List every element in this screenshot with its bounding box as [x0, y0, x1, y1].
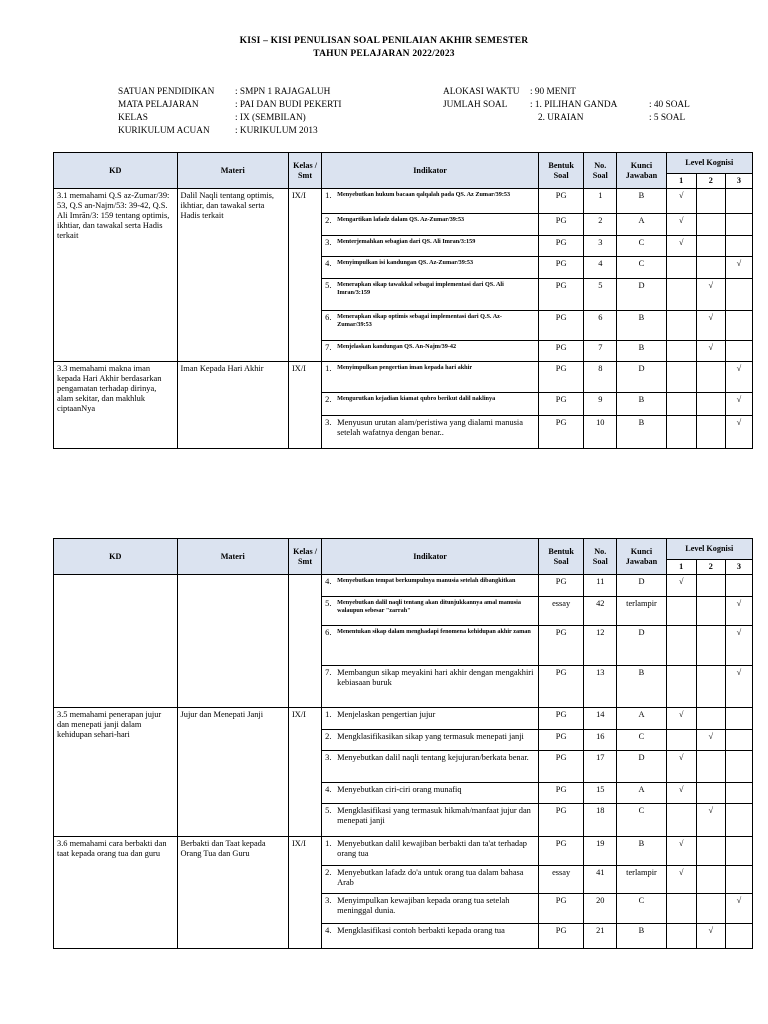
kd-cell: 3.6 memahami cara berbakti dan taat kepada orang tua dan guru: [54, 837, 178, 949]
bentuk-cell: PG: [539, 341, 584, 362]
indikator-text: Menyebutkan dalil kewajiban berbakti dan ta'at terhadap orang tua: [337, 839, 527, 858]
no-cell: 11: [584, 575, 617, 597]
level-2-check: √: [696, 804, 725, 837]
bentuk-cell: PG: [539, 783, 584, 804]
level-1-cell: [666, 804, 696, 837]
bentuk-cell: essay: [539, 597, 584, 626]
indikator-text: Mengurutkan kejadian kiamat qubro berikut dalil naklinya: [337, 395, 496, 402]
no-cell: 20: [584, 894, 617, 924]
kunci-cell: B: [617, 416, 666, 449]
no-cell: 18: [584, 804, 617, 837]
level-1-cell: [666, 362, 696, 393]
kd-cell: 3.1 memahami Q.S az-Zumar/39: 53, Q.S an-Najm/53: 39-42, Q.S. Ali Imrān/3: 159 tentang optimis, ikhtiar, dan tawakal serta Hadis terkait: [54, 189, 178, 362]
indikator-text: Menjelaskan pengertian jujur: [337, 710, 436, 719]
level-3-cell: [725, 575, 752, 597]
bentuk-cell: PG: [539, 311, 584, 341]
no-cell: 14: [584, 708, 617, 730]
indikator-cell: [322, 804, 539, 837]
indikator-text: Menerapkan sikap tawakkal sebagai implementasi dari QS. Ali Imran/3:159: [337, 281, 504, 296]
indikator-number: 5.: [325, 281, 332, 290]
table-row: [54, 708, 753, 730]
level-1-cell: [666, 279, 696, 311]
level-1-cell: [666, 730, 696, 751]
indikator-number: 4.: [325, 577, 332, 586]
bentuk-cell: PG: [539, 575, 584, 597]
kd-cell: 3.5 memahami penerapan jujur dan menepati janji dalam kehidupan sehari-hari: [54, 708, 178, 837]
indikator-number: 1.: [325, 191, 332, 200]
info-values-left: [235, 86, 342, 138]
bentuk-cell: PG: [539, 804, 584, 837]
indikator-cell: [322, 575, 539, 597]
kelas-cell: IX/I: [288, 362, 321, 449]
indikator-text: Menyebutkan lafadz do'a untuk orang tua dalam bahasa Arab: [337, 868, 524, 887]
kunci-cell: A: [617, 708, 666, 730]
indikator-text: Menyusun urutan alam/peristiwa yang dialami manusia setelah wafatnya dengan benar..: [337, 418, 523, 437]
indikator-cell: [322, 257, 539, 279]
kunci-cell: C: [617, 804, 666, 837]
info-counts-right: [649, 99, 690, 125]
bentuk-cell: PG: [539, 924, 584, 949]
indikator-cell: [322, 837, 539, 866]
bentuk-cell: essay: [539, 866, 584, 894]
bentuk-cell: PG: [539, 751, 584, 783]
indikator-number: 4.: [325, 926, 332, 935]
level-3-cell: [725, 311, 752, 341]
header-level-kognisi: Level Kognisi: [666, 539, 752, 560]
level-1-cell: [666, 257, 696, 279]
indikator-text: Menyebutkan hukum bacaan qalqalah pada QS. Az Zumar/39:53: [337, 191, 511, 198]
no-cell: 1: [584, 189, 617, 214]
kunci-cell: D: [617, 751, 666, 783]
indikator-number: 5.: [325, 806, 332, 815]
level-3-cell: [725, 341, 752, 362]
indikator-number: 7.: [325, 343, 332, 352]
indikator-number: 1.: [325, 364, 332, 373]
indikator-number: 6.: [325, 313, 332, 322]
header-kelas: Kelas / Smt: [288, 153, 321, 189]
indikator-number: 2.: [325, 732, 332, 741]
indikator-cell: [322, 626, 539, 666]
kd-cell: [54, 575, 178, 708]
level-1-check: √: [666, 783, 696, 804]
header-level-3: 3: [725, 174, 752, 189]
bentuk-cell: PG: [539, 837, 584, 866]
kunci-cell: A: [617, 783, 666, 804]
info-labels-right: [443, 86, 520, 112]
level-3-cell: [725, 189, 752, 214]
kunci-cell: B: [617, 666, 666, 708]
level-2-cell: [696, 837, 725, 866]
indikator-text: Menyimpulkan pengertian iman kepada hari akhir: [337, 364, 473, 371]
kunci-cell: B: [617, 924, 666, 949]
no-cell: 4: [584, 257, 617, 279]
indikator-text: Menterjemahkan sebagian dari QS. Ali Imran/3:159: [337, 238, 476, 245]
indikator-cell: [322, 894, 539, 924]
table-row: [54, 362, 753, 393]
indikator-cell: [322, 311, 539, 341]
indikator-text: Menentukan sikap dalam menghadapi fenomena kehidupan akhir zaman: [337, 628, 531, 635]
header-materi: Materi: [177, 153, 288, 189]
header-level-1: 1: [666, 560, 696, 575]
info-value: : IX (SEMBILAN): [235, 113, 306, 123]
indikator-number: 6.: [325, 628, 332, 637]
document-subtitle: TAHUN PELAJARAN 2022/2023: [313, 49, 455, 59]
kunci-cell: D: [617, 626, 666, 666]
bentuk-cell: PG: [539, 708, 584, 730]
indikator-number: 2.: [325, 395, 332, 404]
indikator-number: 7.: [325, 668, 332, 677]
indikator-text: Membangun sikap meyakini hari akhir dengan mengakhiri kebiasaan buruk: [337, 668, 534, 687]
indikator-text: Menyimpulkan isi kandungan QS. Az-Zumar/39:53: [337, 259, 474, 266]
no-cell: 6: [584, 311, 617, 341]
level-2-cell: [696, 416, 725, 449]
kelas-cell: [288, 575, 321, 708]
level-2-cell: [696, 236, 725, 257]
info-value: : KURIKULUM 2013: [235, 126, 318, 136]
kelas-cell: IX/I: [288, 708, 321, 837]
level-2-cell: [696, 894, 725, 924]
indikator-text: Menyebutkan tempat berkumpulnya manusia setelah dibangkitkan: [337, 577, 516, 584]
no-cell: 9: [584, 393, 617, 416]
level-1-cell: [666, 626, 696, 666]
indikator-cell: [322, 214, 539, 236]
info-value: : PAI DAN BUDI PEKERTI: [235, 100, 342, 110]
level-2-cell: [696, 783, 725, 804]
info-label: JUMLAH SOAL: [443, 100, 508, 110]
bentuk-cell: PG: [539, 894, 584, 924]
indikator-cell: [322, 597, 539, 626]
materi-cell: [177, 575, 288, 708]
header-materi: Materi: [177, 539, 288, 575]
materi-cell: Jujur dan Menepati Janji: [177, 708, 288, 837]
indikator-number: 2.: [325, 868, 332, 877]
kunci-cell: B: [617, 837, 666, 866]
indikator-text: Menyebutkan ciri-ciri orang munafiq: [337, 785, 462, 794]
level-3-cell: [725, 279, 752, 311]
level-3-check: √: [725, 362, 752, 393]
indikator-cell: [322, 708, 539, 730]
level-1-cell: [666, 894, 696, 924]
bentuk-cell: PG: [539, 666, 584, 708]
indikator-number: 3.: [325, 418, 332, 427]
indikator-cell: [322, 783, 539, 804]
info-labels-left: [118, 86, 214, 138]
level-3-cell: [725, 783, 752, 804]
level-2-check: √: [696, 730, 725, 751]
materi-cell: Iman Kepada Hari Akhir: [177, 362, 288, 449]
indikator-text: Menerapkan sikap optimis sebagai implementasi dari Q.S. Az-Zumar/39:53: [337, 313, 502, 328]
info-value: : 1. PILIHAN GANDA: [530, 100, 618, 110]
indikator-cell: [322, 393, 539, 416]
level-1-check: √: [666, 189, 696, 214]
level-3-cell: [725, 866, 752, 894]
level-1-check: √: [666, 236, 696, 257]
indikator-number: 4.: [325, 259, 332, 268]
kunci-cell: B: [617, 393, 666, 416]
no-cell: 8: [584, 362, 617, 393]
info-label: ALOKASI WAKTU: [443, 87, 520, 97]
no-cell: 3: [584, 236, 617, 257]
indikator-text: Mengklasifikasikan sikap yang termasuk menepati janji: [337, 732, 524, 741]
level-3-cell: [725, 730, 752, 751]
indikator-cell: [322, 341, 539, 362]
bentuk-cell: PG: [539, 257, 584, 279]
kisi-table-2: [53, 538, 753, 949]
bentuk-cell: PG: [539, 626, 584, 666]
no-cell: 17: [584, 751, 617, 783]
indikator-cell: [322, 924, 539, 949]
header-no-soal: No. Soal: [584, 539, 617, 575]
indikator-number: 5.: [325, 599, 332, 608]
indikator-number: 2.: [325, 216, 332, 225]
indikator-number: 3.: [325, 238, 332, 247]
indikator-text: Menjelaskan kandungan QS. An-Najm/39-42: [337, 343, 457, 350]
level-1-cell: [666, 597, 696, 626]
level-1-cell: [666, 924, 696, 949]
level-2-cell: [696, 362, 725, 393]
header-level-2: 2: [696, 560, 725, 575]
header-kd: KD: [54, 539, 178, 575]
kunci-cell: C: [617, 894, 666, 924]
level-2-cell: [696, 214, 725, 236]
info-values-right: [530, 86, 617, 125]
indikator-cell: [322, 279, 539, 311]
header-level-3: 3: [725, 560, 752, 575]
level-3-cell: [725, 751, 752, 783]
info-label: KURIKULUM ACUAN: [118, 126, 210, 136]
header-level-kognisi: Level Kognisi: [666, 153, 752, 174]
kunci-cell: B: [617, 311, 666, 341]
no-cell: 12: [584, 626, 617, 666]
level-2-cell: [696, 666, 725, 708]
indikator-cell: [322, 866, 539, 894]
indikator-cell: [322, 416, 539, 449]
info-value: : 5 SOAL: [649, 113, 686, 123]
header-indikator: Indikator: [322, 153, 539, 189]
info-label: MATA PELAJARAN: [118, 100, 199, 110]
kunci-cell: C: [617, 236, 666, 257]
no-cell: 5: [584, 279, 617, 311]
header-bentuk-soal: Bentuk Soal: [539, 153, 584, 189]
kd-cell: 3.3 memahami makna iman kepada Hari Akhir berdasarkan pengamatan terhadap dirinya, alam sekitar, dan makhluk ciptaanNya: [54, 362, 178, 449]
level-2-cell: [696, 257, 725, 279]
level-2-cell: [696, 751, 725, 783]
no-cell: 15: [584, 783, 617, 804]
info-value: : 40 SOAL: [649, 100, 690, 110]
kunci-cell: B: [617, 341, 666, 362]
header-level-2: 2: [696, 174, 725, 189]
no-cell: 13: [584, 666, 617, 708]
no-cell: 42: [584, 597, 617, 626]
info-value: : SMPN 1 RAJAGALUH: [235, 87, 331, 97]
level-1-cell: [666, 666, 696, 708]
header-kunci-jawaban: Kunci Jawaban: [617, 153, 666, 189]
indikator-cell: [322, 236, 539, 257]
kelas-cell: IX/I: [288, 837, 321, 949]
kunci-cell: C: [617, 257, 666, 279]
table-row: [54, 575, 753, 597]
table-row: [54, 837, 753, 866]
level-3-check: √: [725, 894, 752, 924]
indikator-number: 3.: [325, 896, 332, 905]
header-bentuk-soal: Bentuk Soal: [539, 539, 584, 575]
info-value: 2. URAIAN: [538, 113, 584, 123]
level-3-cell: [725, 837, 752, 866]
level-3-cell: [725, 236, 752, 257]
header-indikator: Indikator: [322, 539, 539, 575]
indikator-text: Mengklasifikasi yang termasuk hikmah/manfaat jujur dan menepati janji: [337, 806, 531, 825]
header-kd: KD: [54, 153, 178, 189]
level-3-cell: [725, 708, 752, 730]
level-1-check: √: [666, 708, 696, 730]
level-3-check: √: [725, 597, 752, 626]
level-1-check: √: [666, 866, 696, 894]
indikator-number: 1.: [325, 839, 332, 848]
indikator-cell: [322, 189, 539, 214]
level-3-cell: [725, 804, 752, 837]
header-level-1: 1: [666, 174, 696, 189]
bentuk-cell: PG: [539, 189, 584, 214]
level-2-cell: [696, 393, 725, 416]
level-2-cell: [696, 575, 725, 597]
indikator-text: Menyimpulkan kewajiban kepada orang tua setelah meninggal dunia.: [337, 896, 510, 915]
level-1-check: √: [666, 751, 696, 783]
level-2-cell: [696, 866, 725, 894]
kunci-cell: D: [617, 279, 666, 311]
no-cell: 19: [584, 837, 617, 866]
bentuk-cell: PG: [539, 236, 584, 257]
level-2-cell: [696, 189, 725, 214]
bentuk-cell: PG: [539, 214, 584, 236]
bentuk-cell: PG: [539, 416, 584, 449]
level-3-cell: [725, 924, 752, 949]
level-2-cell: [696, 597, 725, 626]
level-2-check: √: [696, 279, 725, 311]
header-no-soal: No. Soal: [584, 153, 617, 189]
level-1-cell: [666, 416, 696, 449]
indikator-text: Mengartikan lafadz dalam QS. Az-Zumar/39:53: [337, 216, 465, 223]
no-cell: 2: [584, 214, 617, 236]
kunci-cell: D: [617, 362, 666, 393]
indikator-cell: [322, 362, 539, 393]
level-1-cell: [666, 393, 696, 416]
kelas-cell: IX/I: [288, 189, 321, 362]
kunci-cell: B: [617, 189, 666, 214]
kunci-cell: A: [617, 214, 666, 236]
header-kelas: Kelas / Smt: [288, 539, 321, 575]
level-3-check: √: [725, 257, 752, 279]
no-cell: 10: [584, 416, 617, 449]
level-1-cell: [666, 311, 696, 341]
bentuk-cell: PG: [539, 393, 584, 416]
level-2-check: √: [696, 311, 725, 341]
materi-cell: Dalil Naqli tentang optimis, ikhtiar, dan tawakal serta Hadis terkait: [177, 189, 288, 362]
kunci-cell: terlampir: [617, 597, 666, 626]
header-kunci-jawaban: Kunci Jawaban: [617, 539, 666, 575]
kunci-cell: C: [617, 730, 666, 751]
indikator-text: Menyebutkan dalil naqli tentang akan ditunjukkannya amal manusia walaupun sebesar "zarrah": [337, 599, 521, 614]
materi-cell: Berbakti dan Taat kepada Orang Tua dan Guru: [177, 837, 288, 949]
info-value: : 90 MENIT: [530, 87, 576, 97]
kunci-cell: D: [617, 575, 666, 597]
level-3-check: √: [725, 416, 752, 449]
document-title: KISI – KISI PENULISAN SOAL PENILAIAN AKHIR SEMESTER: [239, 36, 529, 46]
table-row: [54, 189, 753, 214]
level-1-check: √: [666, 214, 696, 236]
level-2-cell: [696, 626, 725, 666]
level-1-check: √: [666, 575, 696, 597]
level-1-cell: [666, 341, 696, 362]
info-label: SATUAN PENDIDIKAN: [118, 87, 215, 97]
bentuk-cell: PG: [539, 730, 584, 751]
indikator-text: Menyebutkan dalil naqli tentang kejujuran/berkata benar.: [337, 753, 529, 762]
no-cell: 7: [584, 341, 617, 362]
kunci-cell: terlampir: [617, 866, 666, 894]
bentuk-cell: PG: [539, 279, 584, 311]
indikator-cell: [322, 730, 539, 751]
level-2-cell: [696, 708, 725, 730]
indikator-number: 4.: [325, 785, 332, 794]
level-3-check: √: [725, 666, 752, 708]
indikator-number: 3.: [325, 753, 332, 762]
bentuk-cell: PG: [539, 362, 584, 393]
level-2-check: √: [696, 924, 725, 949]
indikator-number: 1.: [325, 710, 332, 719]
level-3-cell: [725, 214, 752, 236]
kisi-table-1: [53, 152, 753, 449]
indikator-cell: [322, 751, 539, 783]
no-cell: 16: [584, 730, 617, 751]
info-label: KELAS: [118, 113, 148, 123]
level-3-check: √: [725, 626, 752, 666]
level-3-check: √: [725, 393, 752, 416]
level-1-check: √: [666, 837, 696, 866]
no-cell: 41: [584, 866, 617, 894]
level-2-check: √: [696, 341, 725, 362]
indikator-text: Mengklasifikasi contoh berbakti kepada orang tua: [337, 926, 505, 935]
indikator-cell: [322, 666, 539, 708]
no-cell: 21: [584, 924, 617, 949]
